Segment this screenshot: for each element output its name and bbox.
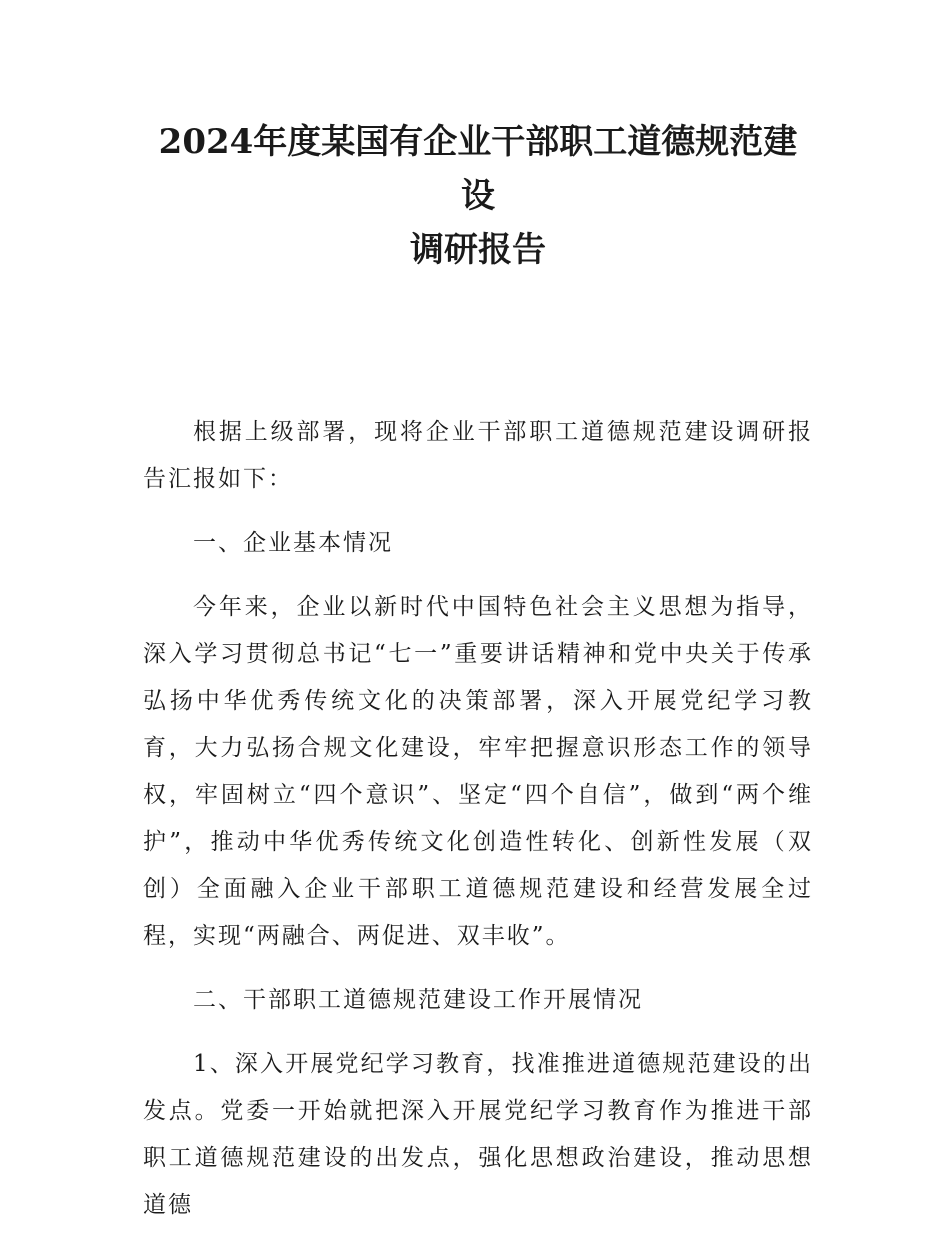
section-1-paragraph: 今年来，企业以新时代中国特色社会主义思想为指导，深入学习贯彻总书记“七一”重要讲话精神和党中央关于传承弘扬中华优秀传统文化的决策部署，深入开展党纪学习教育，大力弘扬合规文化建设，牢牢把握意识形态工作的领导权，牢固树立“四个意识”、坚定“四个自信”，做到“两个维护”，推动中华优秀传统文化创造性转化、创新性发展（双创）全面融入企业干部职工道德规范建设和经营发展全过程，实现“两融合、两促进、双丰收”。 xyxy=(143,594,813,949)
section-2-paragraph: 1、深入开展党纪学习教育，找准推进道德规范建设的出发点。党委一开始就把深入开展党纪学习教育作为推进干部职工道德规范建设的出发点，强化思想政治建设，推动思想道德 xyxy=(143,1051,813,1218)
section-2-heading: 二、干部职工道德规范建设工作开展情况 xyxy=(193,987,643,1013)
document-title xyxy=(143,115,813,277)
intro-paragraph: 根据上级部署，现将企业干部职工道德规范建设调研报告汇报如下： xyxy=(143,419,813,492)
title-line-1: 2024年度某国有企业干部职工道德规范建设 xyxy=(158,122,798,216)
section-1-heading: 一、企业基本情况 xyxy=(193,530,393,556)
document-page xyxy=(143,115,813,1246)
title-line-2: 调研报告 xyxy=(410,230,546,270)
document-body xyxy=(143,409,813,1229)
